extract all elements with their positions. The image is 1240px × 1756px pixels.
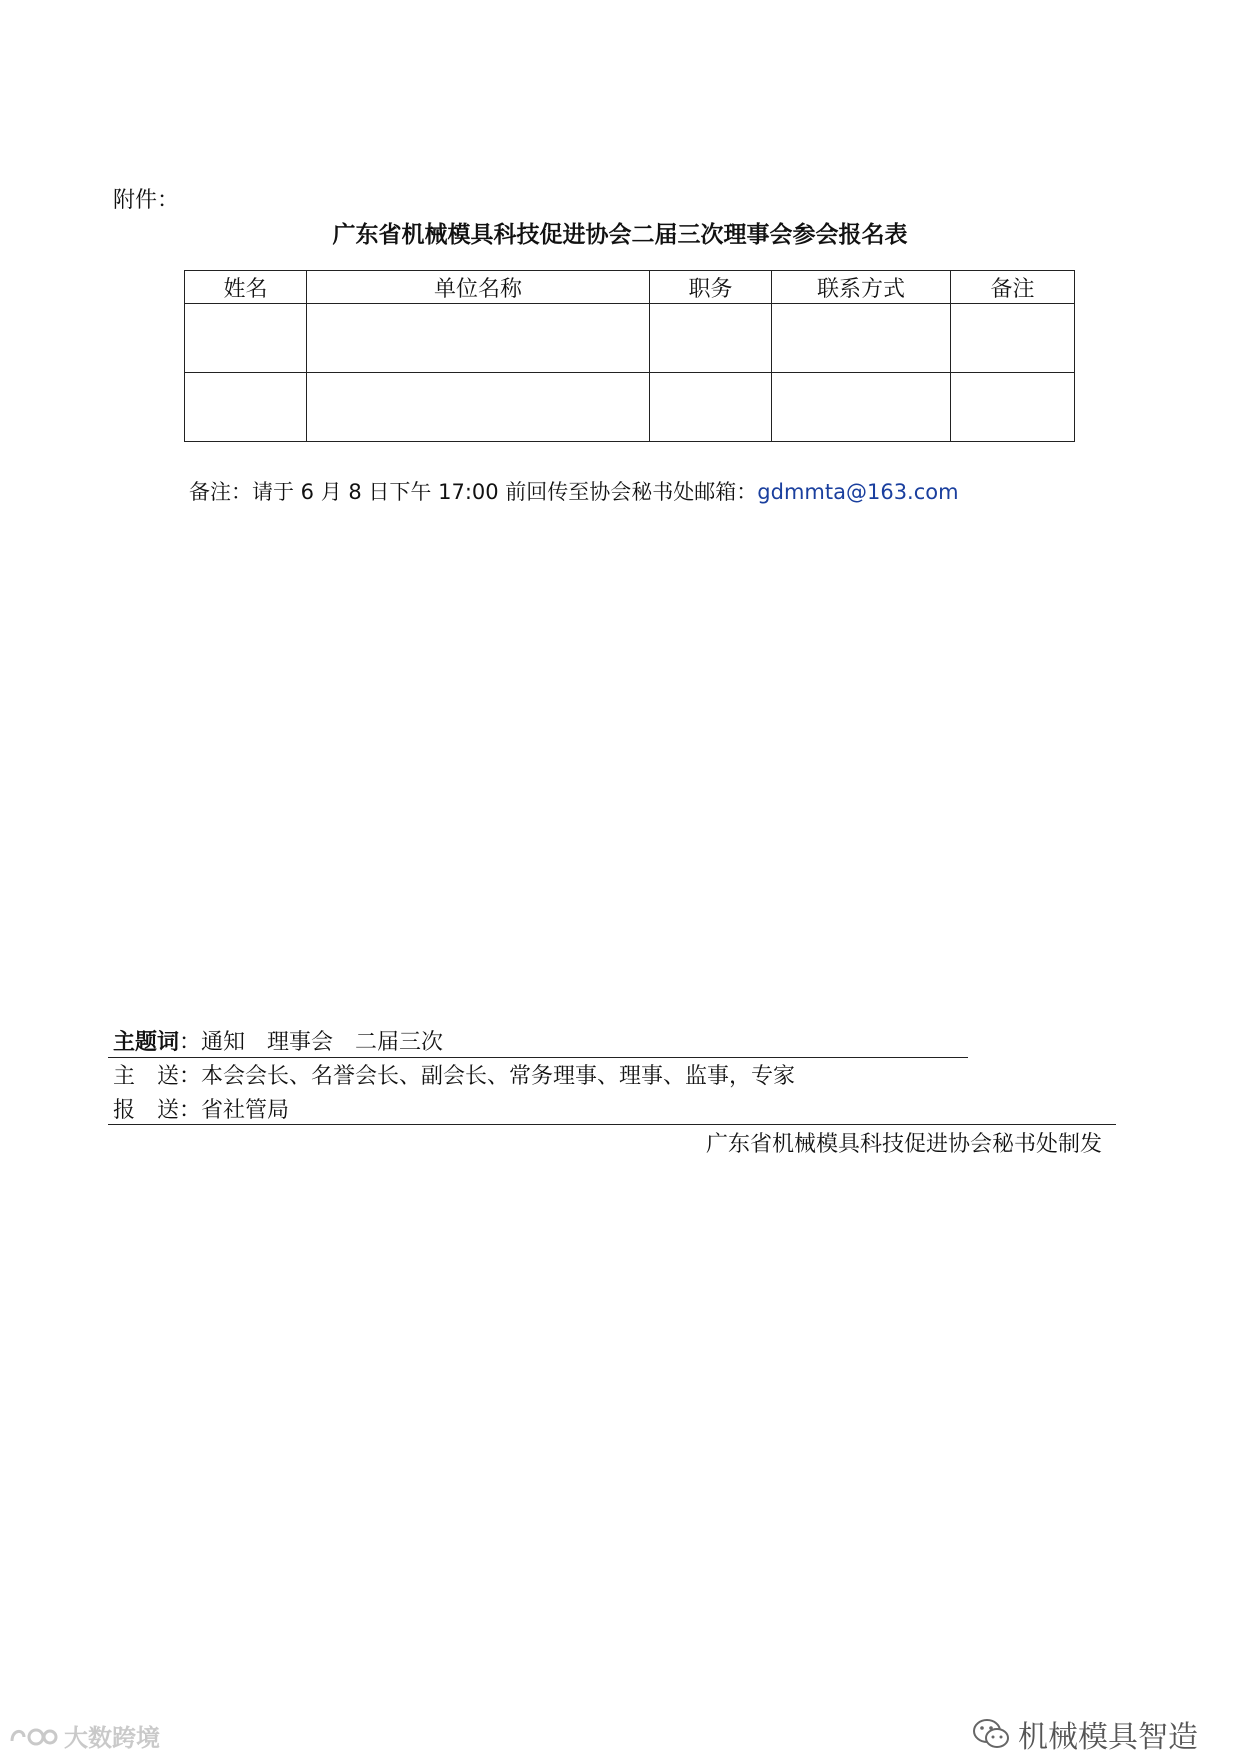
- keywords-text: ：通知 理事会 二届三次: [179, 1030, 444, 1055]
- note-text: 备注：请于 6 月 8 日下午 17:00 前回传至协会秘书处邮箱：: [189, 480, 758, 504]
- distribution-block: [113, 1026, 795, 1128]
- header-contact: 联系方式: [772, 271, 951, 304]
- table-header-row: [185, 271, 1075, 304]
- header-position: 职务: [650, 271, 772, 304]
- deadline-note: [189, 476, 959, 506]
- watermark-account-name: 机械模具智造: [1018, 1720, 1198, 1755]
- copy-recipients-line: [113, 1094, 795, 1128]
- divider: [108, 1057, 968, 1058]
- table-cell[interactable]: [650, 373, 772, 442]
- header-name: 姓名: [185, 271, 307, 304]
- email-link[interactable]: gdmmta@163.com: [757, 480, 959, 504]
- copy-recipients-text: ：省社管局: [179, 1098, 290, 1123]
- header-remarks: 备注: [951, 271, 1075, 304]
- copy-recipients-label: 报 送: [113, 1098, 180, 1123]
- keywords-line: [113, 1026, 795, 1060]
- logo-icon: [8, 1723, 58, 1749]
- table-cell[interactable]: [185, 373, 307, 442]
- keywords-label: 主题词: [113, 1030, 180, 1055]
- wechat-icon: [972, 1717, 1010, 1751]
- main-recipients-line: [113, 1060, 795, 1094]
- issuer-line: 广东省机械模具科技促进协会秘书处制发: [705, 1132, 1102, 1157]
- header-organization: 单位名称: [307, 271, 650, 304]
- watermark-account: [972, 1712, 1198, 1756]
- table-cell[interactable]: [951, 304, 1075, 373]
- form-title: 广东省机械模具科技促进协会二届三次理事会参会报名表: [332, 222, 908, 248]
- main-recipients-label: 主 送: [113, 1064, 180, 1089]
- watermark-brand: [8, 1718, 160, 1753]
- attachment-label: 附件：: [113, 188, 180, 213]
- main-recipients-text: ：本会会长、名誉会长、副会长、常务理事、理事、监事，专家: [179, 1064, 796, 1089]
- registration-table: [184, 270, 1075, 442]
- watermark-brand-name: 大数跨境: [64, 1724, 160, 1752]
- table-cell[interactable]: [185, 304, 307, 373]
- table-cell[interactable]: [951, 373, 1075, 442]
- table-row: [185, 373, 1075, 442]
- table-cell[interactable]: [772, 304, 951, 373]
- divider: [108, 1124, 1116, 1125]
- table-cell[interactable]: [307, 304, 650, 373]
- table-cell[interactable]: [650, 304, 772, 373]
- table-row: [185, 304, 1075, 373]
- table-cell[interactable]: [772, 373, 951, 442]
- table-cell[interactable]: [307, 373, 650, 442]
